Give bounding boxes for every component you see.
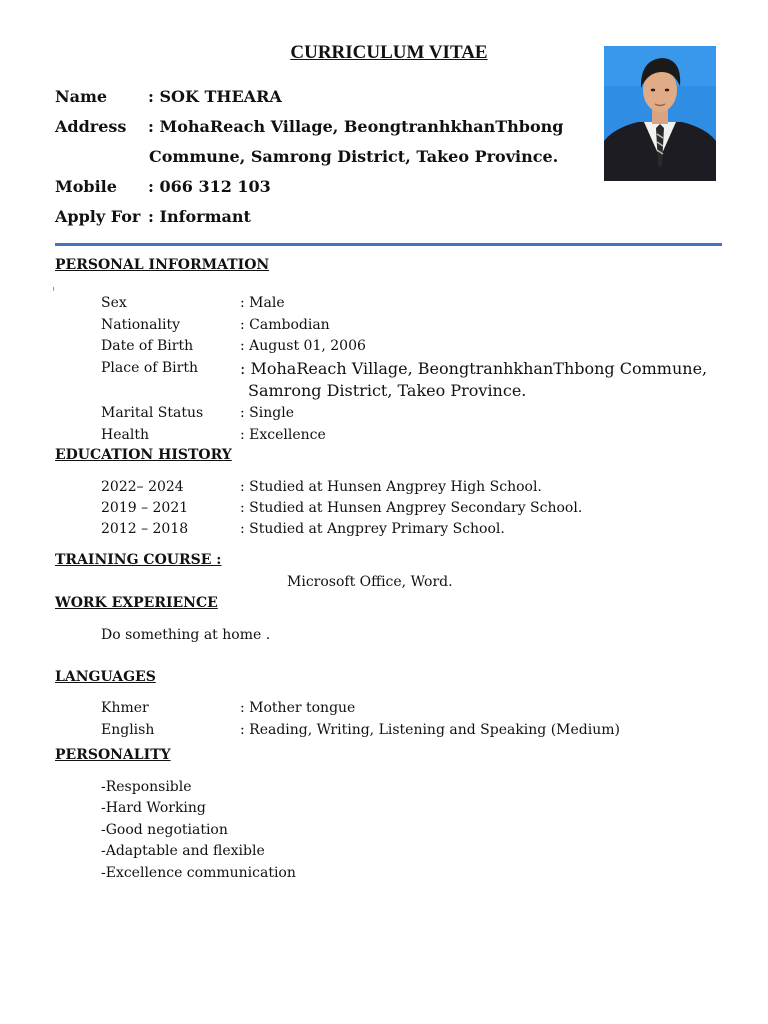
stray-mark xyxy=(53,287,54,291)
education-entry-1: : Studied at Hunsen Angprey High School. xyxy=(240,479,542,495)
marital-status-value: : Single xyxy=(240,405,294,421)
name-value: : SOK THEARA xyxy=(148,87,282,106)
section-heading-work-experience: WORK EXPERIENCE xyxy=(55,595,218,611)
address-label: Address xyxy=(55,117,127,136)
section-heading-education-history: EDUCATION HISTORY xyxy=(55,447,232,463)
sex-label: Sex xyxy=(101,295,127,311)
section-heading-personality: PERSONALITY xyxy=(55,747,171,763)
date-of-birth-value: : August 01, 2006 xyxy=(240,338,366,354)
name-label: Name xyxy=(55,87,108,106)
sex-value: : Male xyxy=(240,295,285,311)
personality-item: -Good negotiation xyxy=(101,822,228,838)
nationality-label: Nationality xyxy=(101,317,180,333)
education-entry-3: : Studied at Angprey Primary School. xyxy=(240,521,505,537)
mobile-value: : 066 312 103 xyxy=(148,177,271,196)
language-english-label: English xyxy=(101,722,155,738)
header-divider xyxy=(55,243,722,246)
address-value: : MohaReach Village, BeongtranhkhanThbong xyxy=(148,117,564,136)
address-continuation: Commune, Samrong District, Takeo Province. xyxy=(149,147,559,166)
language-khmer-value: : Mother tongue xyxy=(240,700,356,716)
place-of-birth-value: : MohaReach Village, BeongtranhkhanThbong Commune, xyxy=(240,359,708,378)
place-of-birth-label: Place of Birth xyxy=(101,360,198,376)
document-title: CURRICULUM VITAE xyxy=(290,42,488,63)
place-of-birth-continuation: Samrong District, Takeo Province. xyxy=(248,381,527,400)
personality-item: -Responsible xyxy=(101,779,192,795)
date-of-birth-label: Date of Birth xyxy=(101,338,194,354)
personality-item: -Adaptable and flexible xyxy=(101,843,265,859)
personality-item: -Hard Working xyxy=(101,800,206,816)
language-english-value: : Reading, Writing, Listening and Speaking (Medium) xyxy=(240,722,620,738)
marital-status-label: Marital Status xyxy=(101,405,204,421)
portrait-illustration xyxy=(604,46,716,181)
section-heading-training-course: TRAINING COURSE : xyxy=(55,552,222,568)
section-heading-languages: LANGUAGES xyxy=(55,669,156,685)
education-entry-2: : Studied at Hunsen Angprey Secondary School. xyxy=(240,500,583,516)
education-years-3: 2012 – 2018 xyxy=(101,521,189,537)
personality-item: -Excellence communication xyxy=(101,865,296,881)
section-heading-personal-information: PERSONAL INFORMATION xyxy=(55,257,270,273)
profile-photo xyxy=(604,46,716,181)
apply-for-label: Apply For xyxy=(55,207,141,226)
apply-for-value: : Informant xyxy=(148,207,251,226)
mobile-label: Mobile xyxy=(55,177,117,196)
language-khmer-label: Khmer xyxy=(101,700,149,716)
health-label: Health xyxy=(101,427,149,443)
education-years-2: 2019 – 2021 xyxy=(101,500,189,516)
nationality-value: : Cambodian xyxy=(240,317,330,333)
health-value: : Excellence xyxy=(240,427,326,443)
education-years-1: 2022– 2024 xyxy=(101,479,184,495)
training-course-text: Microsoft Office, Word. xyxy=(287,574,453,590)
work-experience-text: Do something at home . xyxy=(101,627,271,643)
